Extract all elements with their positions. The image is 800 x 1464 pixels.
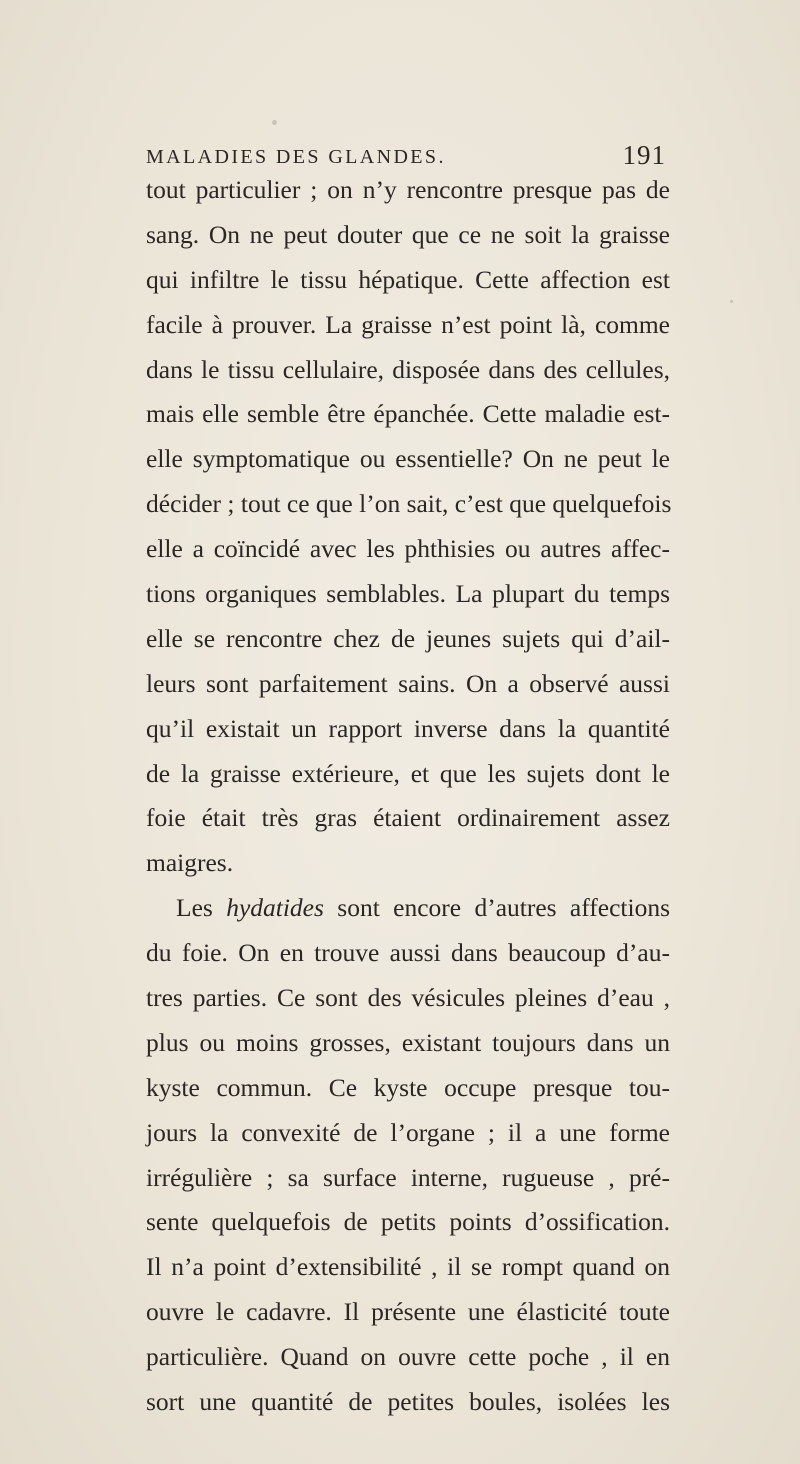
page-number: 191	[622, 140, 666, 170]
text-line: particulière. Quand on ouvre cette poche , il en	[146, 1342, 670, 1372]
text-line: dans le tissu cellulaire, disposée dans des cellules,	[146, 354, 670, 384]
text-line: décider ; tout ce que l’on sait, c’est que quelquefois	[146, 489, 672, 519]
text-line: elle a coïncidé avec les phthisies ou autres affec-	[146, 534, 670, 564]
text-line: qu’il existait un rapport inverse dans la quantité	[146, 713, 670, 743]
paragraph-lead-word: Les	[176, 893, 213, 923]
text-line: sang. On ne peut douter que ce ne soit la graisse	[146, 219, 670, 249]
paper-speck	[272, 120, 277, 125]
text-line: de la graisse extérieure, et que les sujets dont le	[146, 758, 670, 788]
text-line: Il n’a point d’extensibilité , il se rompt quand on	[146, 1252, 670, 1282]
text-line: jours la convexité de l’organe ; il a une forme	[146, 1117, 670, 1147]
paragraph-line-rest: sont encore d’autres affections	[337, 893, 671, 923]
paper-speck	[730, 300, 733, 303]
text-line: sort une quantité de petites boules, isolées les	[146, 1387, 670, 1417]
text-line-paragraph-end: maigres.	[146, 848, 234, 878]
text-line: plus ou moins grosses, existant toujours dans un	[146, 1027, 670, 1057]
text-line: irrégulière ; sa surface interne, rugueuse , pré-	[146, 1162, 670, 1192]
text-line: elle symptomatique ou essentielle? On ne peut le	[146, 444, 670, 474]
text-line: du foie. On en trouve aussi dans beaucoup d’au-	[146, 938, 670, 968]
text-line: ouvre le cadavre. Il présente une élasticité toute	[146, 1297, 670, 1327]
text-line: leurs sont parfaitement sains. On a observé aussi	[146, 668, 670, 698]
text-line: qui infiltre le tissu hépatique. Cette affection est	[146, 264, 670, 294]
text-line: tres parties. Ce sont des vésicules pleines d’eau ,	[146, 983, 670, 1013]
body-text	[146, 168, 670, 1425]
paper-speck	[308, 1355, 312, 1360]
text-line: tout particulier ; on n’y rencontre presque pas de	[146, 175, 670, 204]
text-line: facile à prouver. La graisse n’est point là, comme	[146, 309, 670, 339]
italic-term: hydatides	[226, 893, 324, 923]
text-line: sente quelquefois de petits points d’ossification.	[146, 1207, 670, 1237]
text-line-paragraph-start	[146, 886, 670, 931]
text-line: kyste commun. Ce kyste occupe presque tou-	[146, 1072, 670, 1102]
text-line: tions organiques semblables. La plupart du temps	[146, 579, 670, 609]
text-line: mais elle semble être épanchée. Cette maladie est-	[146, 399, 670, 429]
running-title: MALADIES DES GLANDES.	[146, 146, 446, 168]
text-line: elle se rencontre chez de jeunes sujets qui d’ail-	[146, 623, 670, 653]
text-line: foie était très gras étaient ordinairement assez	[146, 803, 670, 833]
